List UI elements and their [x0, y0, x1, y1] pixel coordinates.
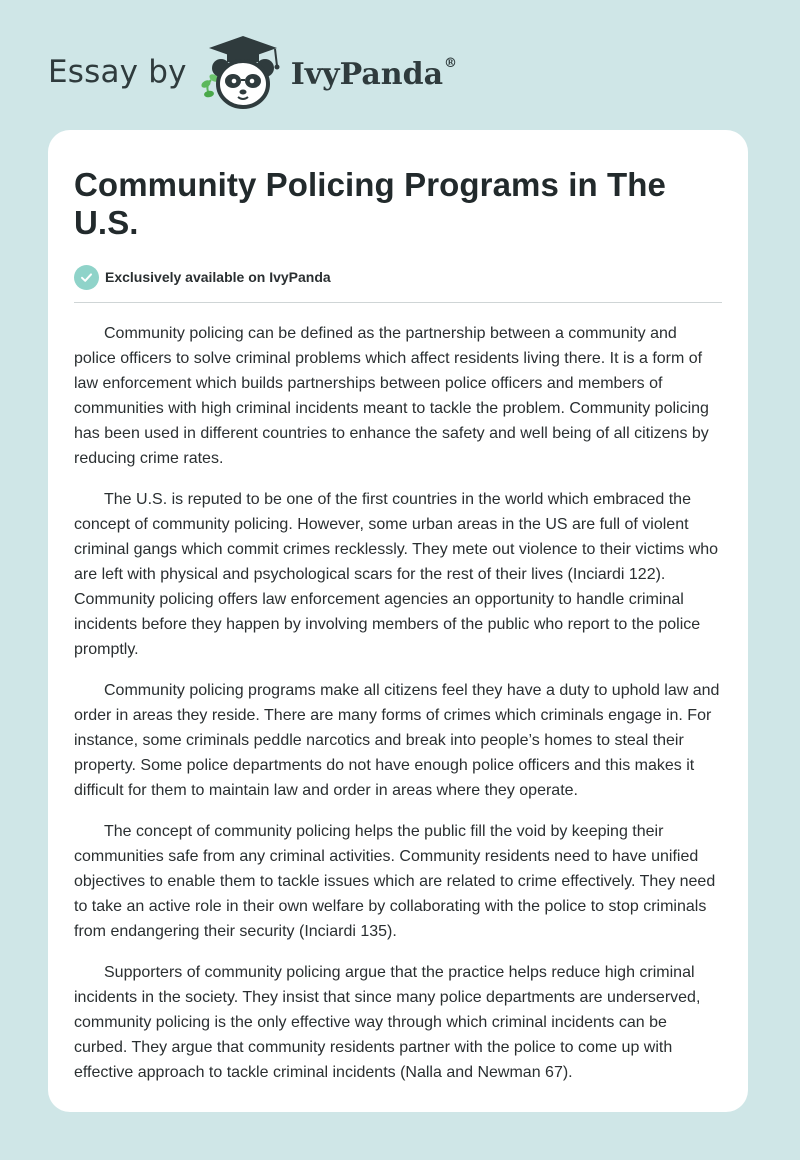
registered-mark: ®: [444, 55, 458, 71]
exclusive-badge: [74, 264, 722, 290]
panda-graduate-logo-icon[interactable]: [197, 32, 289, 112]
essay-card: [48, 130, 748, 1112]
check-circle-icon: [74, 265, 99, 290]
essay-body: [74, 321, 722, 1085]
paragraph: The U.S. is reputed to be one of the first countries in the world which embraced the concept of community policing. However, some urban areas in the US are full of violent criminal gangs which commit crimes recklessly. They mete out violence to their victims who are left with physical and psychological scars for the rest of their lives (Inciardi 122). Community policing offers law enforcement agencies an opportunity to handle criminal incidents before they happen by involving members of the public who report to the police promptly.: [74, 491, 719, 658]
site-header: [48, 32, 457, 112]
paragraph: Supporters of community policing argue that the practice helps reduce high criminal incidents in the society. They insist that since many police departments are underserved, community policing is the only effective way through which criminal incidents can be curbed. They argue that community residents partner with the police to come up with effective approach to tackle criminal incidents (Nalla and Newman 67).: [74, 964, 701, 1081]
brand-name[interactable]: IvyPanda®: [290, 55, 458, 92]
page-title: Community Policing Programs in The U.S.: [74, 166, 666, 241]
paragraph: The concept of community policing helps the public fill the void by keeping their communities safe from any criminal activities. Community residents need to have unified objectives to enable them to tackle issues which are related to crime effectively. They need to take an active role in their own welfare by collaborating with the police to stop criminals from endangering their security (Inciardi 135).: [74, 823, 716, 940]
paragraph: Community policing can be defined as the partnership between a community and police officers to solve criminal problems which affect residents living there. It is a form of law enforcement which builds partnerships between police officers and members of communities with high criminal incidents meant to tackle the problem. Community policing has been used in different countries to enhance the safety and well being of all citizens by reducing crime rates.: [74, 325, 709, 467]
paragraph: Community policing programs make all citizens feel they have a duty to uphold law and order in areas they reside. There are many forms of crimes which criminals engage in. For instance, some criminals peddle narcotics and break into people’s homes to steal their property. Some police departments do not have enough police officers and this makes it difficult for them to maintain law and order in areas where they operate.: [74, 682, 720, 799]
exclusive-label: Exclusively available on IvyPanda: [105, 269, 331, 285]
divider: [74, 302, 722, 303]
essay-by-label: Essay by: [48, 54, 187, 90]
